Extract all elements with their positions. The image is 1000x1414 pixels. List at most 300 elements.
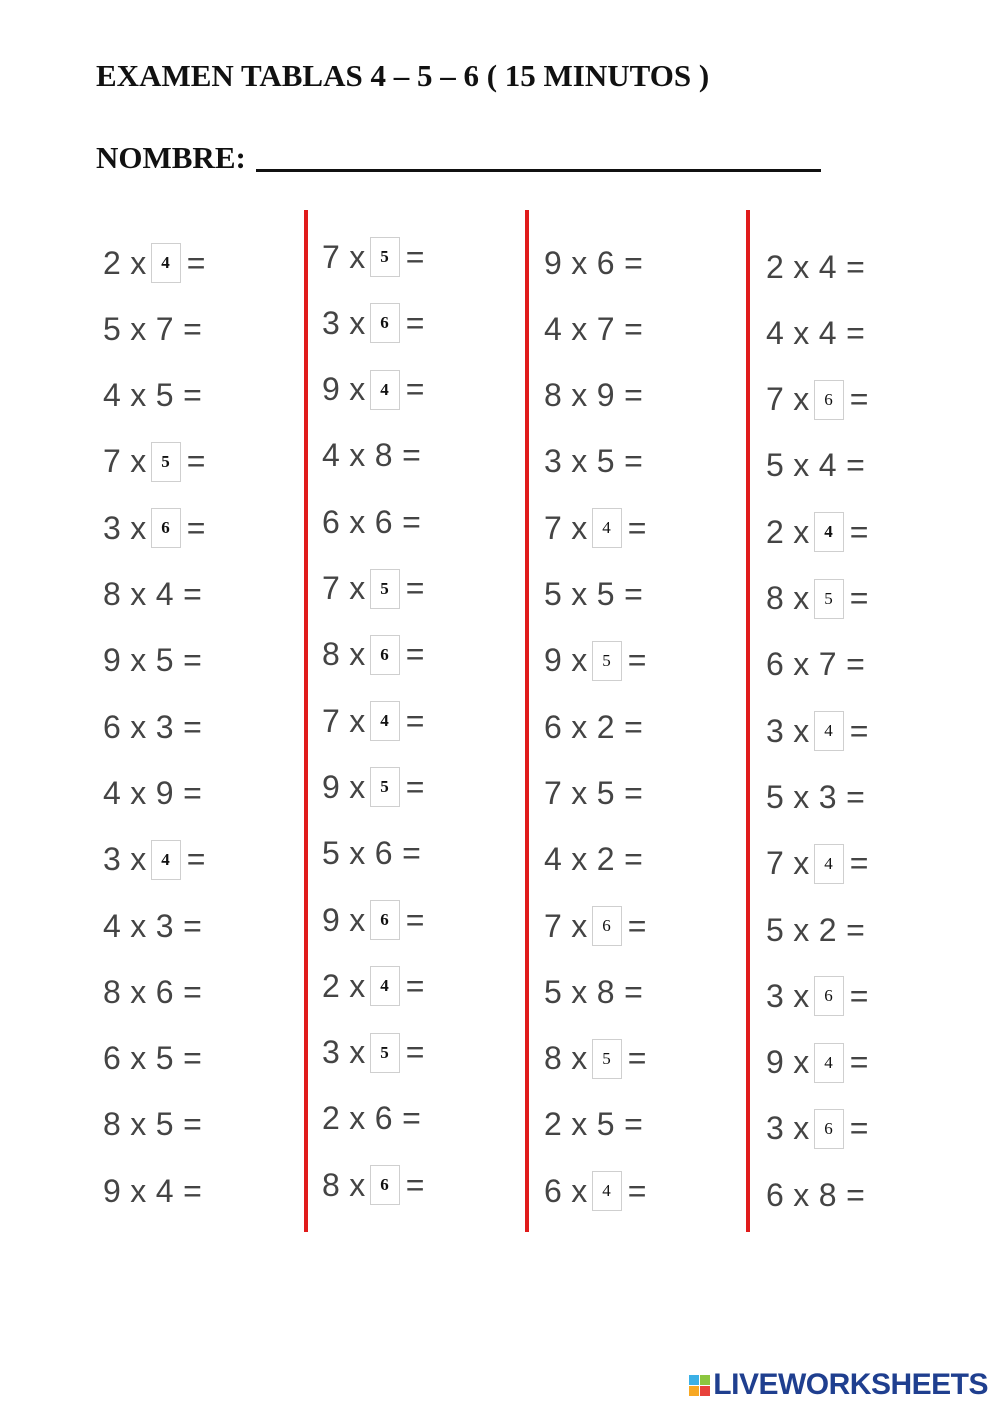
times-sign: x (571, 841, 588, 878)
equals-sign: = (186, 509, 206, 546)
multiplication-exercise (544, 702, 643, 752)
times-sign: x (349, 304, 366, 341)
multiplication-exercise (103, 1166, 202, 1216)
multiplication-exercise (322, 630, 425, 680)
equals-sign: = (846, 911, 866, 948)
equals-sign: = (186, 244, 206, 281)
factor-b: 4 (155, 1172, 175, 1209)
equals-sign: = (624, 774, 644, 811)
factor-a: 4 (544, 310, 563, 347)
factor-b-box: 4 (592, 1171, 622, 1211)
factor-b: 7 (596, 310, 616, 347)
factor-a: 4 (766, 314, 785, 351)
times-sign: x (793, 646, 810, 683)
equals-sign: = (849, 1044, 869, 1081)
multiplication-exercise (544, 768, 643, 818)
factor-a: 9 (322, 768, 341, 805)
multiplication-exercise (322, 829, 421, 879)
times-sign: x (793, 911, 810, 948)
factor-b: 9 (155, 774, 175, 811)
factor-a: 2 (544, 1106, 563, 1143)
times-sign: x (130, 576, 147, 612)
equals-sign: = (849, 1110, 869, 1147)
times-sign: x (349, 901, 366, 938)
times-sign: x (130, 1106, 147, 1143)
times-sign: x (130, 509, 147, 546)
factor-b: 6 (374, 1100, 394, 1137)
equals-sign: = (183, 377, 203, 414)
equals-sign: = (624, 1106, 644, 1143)
factor-a: 5 (322, 835, 341, 872)
factor-b-box: 4 (814, 512, 844, 552)
multiplication-exercise (103, 636, 202, 686)
equals-sign: = (186, 443, 206, 480)
times-sign: x (349, 768, 366, 805)
equals-sign: = (624, 708, 644, 745)
factor-b: 5 (596, 443, 616, 480)
times-sign: x (349, 1166, 366, 1203)
multiplication-exercise (544, 570, 643, 620)
multiplication-exercise (322, 365, 425, 415)
factor-a: 4 (103, 377, 122, 414)
name-input-line[interactable] (256, 165, 821, 172)
factor-b-box: 5 (370, 237, 400, 277)
multiplication-exercise (322, 696, 425, 746)
factor-b: 8 (596, 973, 616, 1010)
factor-b: 2 (596, 841, 616, 878)
factor-a: 8 (103, 973, 122, 1010)
factor-b-box: 4 (370, 966, 400, 1006)
factor-b: 4 (155, 576, 175, 612)
factor-a: 6 (766, 1176, 785, 1213)
multiplication-exercise (322, 762, 425, 812)
equals-sign: = (405, 636, 425, 673)
equals-sign: = (183, 1172, 203, 1209)
factor-a: 8 (103, 576, 122, 612)
equals-sign: = (405, 702, 425, 739)
factor-b-box: 6 (592, 906, 622, 946)
multiplication-exercise (544, 636, 647, 686)
factor-a: 5 (766, 911, 785, 948)
factor-b: 4 (818, 248, 838, 285)
factor-a: 6 (103, 708, 122, 745)
multiplication-exercise (766, 242, 865, 292)
equals-sign: = (627, 642, 647, 679)
factor-a: 3 (103, 841, 122, 878)
factor-a: 2 (322, 967, 341, 1004)
times-sign: x (571, 642, 588, 679)
multiplication-exercise (322, 564, 425, 614)
times-sign: x (130, 1172, 147, 1209)
times-sign: x (349, 702, 366, 739)
equals-sign: = (624, 377, 644, 414)
times-sign: x (571, 907, 588, 944)
equals-sign: = (624, 310, 644, 347)
factor-b: 3 (818, 778, 838, 815)
times-sign: x (130, 642, 147, 679)
factor-a: 6 (103, 1040, 122, 1077)
factor-a: 8 (544, 377, 563, 414)
times-sign: x (130, 708, 147, 745)
equals-sign: = (627, 1040, 647, 1077)
factor-b-box: 6 (370, 635, 400, 675)
times-sign: x (571, 1106, 588, 1143)
times-sign: x (571, 708, 588, 745)
equals-sign: = (627, 1172, 647, 1209)
factor-a: 3 (766, 712, 785, 749)
factor-a: 3 (322, 304, 341, 341)
times-sign: x (571, 774, 588, 811)
factor-a: 9 (766, 1044, 785, 1081)
equals-sign: = (849, 580, 869, 616)
factor-b: 3 (155, 708, 175, 745)
times-sign: x (571, 443, 588, 480)
multiplication-exercise (544, 238, 643, 288)
factor-a: 5 (766, 447, 785, 484)
factor-b: 5 (596, 576, 616, 612)
factor-a: 7 (544, 774, 563, 811)
factor-b: 2 (596, 708, 616, 745)
factor-a: 7 (544, 509, 563, 546)
factor-b-box: 5 (814, 579, 844, 619)
times-sign: x (349, 1034, 366, 1071)
equals-sign: = (846, 1176, 866, 1213)
multiplication-exercise (544, 437, 643, 487)
multiplication-exercise (322, 298, 425, 348)
multiplication-exercise (103, 901, 202, 951)
factor-a: 8 (322, 636, 341, 673)
factor-b: 8 (818, 1176, 838, 1213)
times-sign: x (130, 973, 147, 1010)
liveworksheets-logo (689, 1368, 988, 1402)
multiplication-exercise (103, 238, 206, 288)
times-sign: x (793, 1110, 810, 1147)
factor-a: 7 (766, 381, 785, 418)
multiplication-exercise (766, 971, 869, 1021)
factor-a: 6 (544, 1172, 563, 1209)
factor-b-box: 5 (370, 569, 400, 609)
factor-a: 7 (544, 907, 563, 944)
times-sign: x (130, 841, 147, 878)
times-sign: x (130, 774, 147, 811)
factor-b: 5 (155, 377, 175, 414)
times-sign: x (349, 835, 366, 872)
multiplication-exercise (103, 1100, 202, 1150)
factor-a: 2 (322, 1100, 341, 1137)
factor-b: 5 (596, 774, 616, 811)
multiplication-exercise (103, 570, 202, 620)
equals-sign: = (183, 1106, 203, 1143)
factor-b-box: 6 (151, 508, 181, 548)
equals-sign: = (405, 371, 425, 408)
factor-b: 5 (155, 1040, 175, 1077)
factor-a: 4 (103, 774, 122, 811)
factor-a: 6 (544, 708, 563, 745)
factor-a: 9 (103, 642, 122, 679)
factor-a: 6 (766, 646, 785, 683)
times-sign: x (571, 973, 588, 1010)
times-sign: x (130, 377, 147, 414)
equals-sign: = (183, 1040, 203, 1077)
factor-a: 5 (766, 778, 785, 815)
times-sign: x (571, 1040, 588, 1077)
equals-sign: = (846, 248, 866, 285)
equals-sign: = (405, 967, 425, 1004)
multiplication-exercise (103, 1034, 202, 1084)
factor-a: 9 (544, 642, 563, 679)
equals-sign: = (405, 1166, 425, 1203)
factor-a: 2 (766, 248, 785, 285)
factor-b: 5 (155, 642, 175, 679)
times-sign: x (793, 1176, 810, 1213)
multiplication-exercise (766, 507, 869, 557)
multiplication-exercise (103, 503, 206, 553)
multiplication-exercise (322, 497, 421, 547)
factor-b-box: 4 (151, 840, 181, 880)
multiplication-exercise (544, 835, 643, 885)
times-sign: x (349, 570, 366, 606)
multiplication-exercise (766, 308, 865, 358)
column-divider (746, 210, 750, 1232)
multiplication-exercise (766, 839, 869, 889)
factor-a: 4 (544, 841, 563, 878)
factor-b-box: 5 (592, 1039, 622, 1079)
times-sign: x (130, 1040, 147, 1077)
equals-sign: = (186, 841, 206, 878)
equals-sign: = (402, 835, 422, 872)
equals-sign: = (849, 513, 869, 550)
times-sign: x (793, 513, 810, 550)
equals-sign: = (402, 503, 422, 540)
equals-sign: = (405, 304, 425, 341)
factor-a: 5 (544, 973, 563, 1010)
times-sign: x (349, 238, 366, 275)
factor-a: 3 (544, 443, 563, 480)
liveworksheets-logo-icon (689, 1375, 710, 1396)
multiplication-exercise (322, 1028, 425, 1078)
factor-b-box: 4 (592, 508, 622, 548)
equals-sign: = (849, 845, 869, 882)
factor-a: 2 (103, 244, 122, 281)
times-sign: x (571, 1172, 588, 1209)
factor-a: 7 (103, 443, 122, 480)
times-sign: x (793, 1044, 810, 1081)
factor-a: 9 (544, 244, 563, 281)
times-sign: x (571, 377, 588, 414)
multiplication-exercise (544, 503, 647, 553)
factor-b-box: 5 (151, 442, 181, 482)
multiplication-exercise (766, 574, 869, 624)
factor-a: 9 (322, 371, 341, 408)
equals-sign: = (846, 314, 866, 351)
factor-b-box: 6 (370, 303, 400, 343)
factor-a: 7 (766, 845, 785, 882)
equals-sign: = (846, 646, 866, 683)
multiplication-exercise (322, 961, 425, 1011)
multiplication-exercise (544, 967, 643, 1017)
equals-sign: = (849, 977, 869, 1014)
times-sign: x (349, 437, 366, 474)
factor-b: 2 (818, 911, 838, 948)
equals-sign: = (405, 1034, 425, 1071)
equals-sign: = (405, 901, 425, 938)
multiplication-exercise (544, 371, 643, 421)
multiplication-exercise (103, 768, 202, 818)
equals-sign: = (183, 576, 203, 612)
factor-b: 7 (155, 310, 175, 347)
factor-a: 3 (103, 509, 122, 546)
factor-a: 6 (322, 503, 341, 540)
multiplication-exercise (766, 1170, 865, 1220)
multiplication-exercise (103, 835, 206, 885)
multiplication-exercise (766, 1038, 869, 1088)
equals-sign: = (624, 841, 644, 878)
multiplication-exercise (766, 640, 865, 690)
factor-b-box: 4 (370, 701, 400, 741)
equals-sign: = (624, 244, 644, 281)
times-sign: x (130, 310, 147, 347)
equals-sign: = (183, 907, 203, 944)
factor-b: 6 (596, 244, 616, 281)
factor-b-box: 4 (151, 243, 181, 283)
factor-b-box: 5 (592, 641, 622, 681)
multiplication-exercise (103, 371, 202, 421)
times-sign: x (793, 580, 810, 616)
times-sign: x (130, 244, 147, 281)
equals-sign: = (405, 238, 425, 275)
multiplication-exercise (766, 706, 869, 756)
factor-b-box: 5 (370, 1033, 400, 1073)
factor-b-box: 6 (814, 976, 844, 1016)
factor-a: 8 (322, 1166, 341, 1203)
times-sign: x (130, 907, 147, 944)
equals-sign: = (405, 570, 425, 606)
factor-a: 7 (322, 570, 341, 606)
factor-a: 4 (103, 907, 122, 944)
multiplication-exercise (766, 375, 869, 425)
factor-b: 5 (155, 1106, 175, 1143)
factor-b-box: 6 (814, 380, 844, 420)
factor-a: 7 (322, 238, 341, 275)
equals-sign: = (849, 712, 869, 749)
factor-b-box: 6 (370, 900, 400, 940)
times-sign: x (793, 712, 810, 749)
times-sign: x (349, 1100, 366, 1137)
factor-b: 4 (818, 314, 838, 351)
times-sign: x (349, 503, 366, 540)
multiplication-exercise (322, 1094, 421, 1144)
multiplication-exercise (766, 441, 865, 491)
multiplication-exercise (322, 895, 425, 945)
equals-sign: = (627, 509, 647, 546)
equals-sign: = (624, 973, 644, 1010)
column-divider (304, 210, 308, 1232)
factor-b: 8 (374, 437, 394, 474)
multiplication-exercise (322, 232, 425, 282)
factor-a: 7 (322, 702, 341, 739)
equals-sign: = (624, 443, 644, 480)
factor-a: 5 (544, 576, 563, 612)
equals-sign: = (402, 437, 422, 474)
multiplication-exercise (103, 437, 206, 487)
multiplication-exercise (103, 967, 202, 1017)
name-row (96, 140, 821, 176)
factor-a: 9 (322, 901, 341, 938)
equals-sign: = (846, 778, 866, 815)
name-label: NOMBRE: (96, 140, 246, 175)
multiplication-exercise (766, 905, 865, 955)
times-sign: x (571, 509, 588, 546)
factor-b-box: 6 (814, 1109, 844, 1149)
multiplication-exercise (544, 1166, 647, 1216)
factor-b-box: 5 (370, 767, 400, 807)
factor-b-box: 4 (814, 844, 844, 884)
factor-b-box: 4 (814, 711, 844, 751)
equals-sign: = (627, 907, 647, 944)
multiplication-exercise (766, 772, 865, 822)
times-sign: x (793, 845, 810, 882)
times-sign: x (793, 248, 810, 285)
factor-b: 3 (155, 907, 175, 944)
multiplication-exercise (103, 304, 202, 354)
exam-title: EXAMEN TABLAS 4 – 5 – 6 ( 15 MINUTOS ) (96, 58, 710, 93)
factor-b-box: 4 (370, 370, 400, 410)
times-sign: x (571, 244, 588, 281)
equals-sign: = (624, 576, 644, 612)
multiplication-exercise (766, 1104, 869, 1154)
factor-b-box: 6 (370, 1165, 400, 1205)
factor-a: 5 (103, 310, 122, 347)
times-sign: x (793, 381, 810, 418)
times-sign: x (571, 576, 588, 612)
factor-a: 8 (766, 580, 785, 616)
times-sign: x (130, 443, 147, 480)
factor-a: 3 (766, 1110, 785, 1147)
times-sign: x (349, 967, 366, 1004)
equals-sign: = (183, 642, 203, 679)
factor-b-box: 4 (814, 1043, 844, 1083)
factor-b: 4 (818, 447, 838, 484)
equals-sign: = (405, 768, 425, 805)
column-divider (525, 210, 529, 1232)
factor-a: 9 (103, 1172, 122, 1209)
factor-b: 6 (374, 503, 394, 540)
times-sign: x (571, 310, 588, 347)
factor-a: 3 (766, 977, 785, 1014)
factor-b: 5 (596, 1106, 616, 1143)
times-sign: x (793, 314, 810, 351)
factor-a: 8 (544, 1040, 563, 1077)
multiplication-exercise (322, 431, 421, 481)
liveworksheets-logo-text: LIVEWORKSHEETS (713, 1368, 988, 1401)
factor-b: 7 (818, 646, 838, 683)
equals-sign: = (183, 774, 203, 811)
multiplication-exercise (544, 1034, 647, 1084)
equals-sign: = (402, 1100, 422, 1137)
times-sign: x (349, 371, 366, 408)
multiplication-exercise (544, 1100, 643, 1150)
times-sign: x (793, 778, 810, 815)
equals-sign: = (183, 708, 203, 745)
factor-a: 3 (322, 1034, 341, 1071)
times-sign: x (793, 977, 810, 1014)
multiplication-exercise (544, 304, 643, 354)
multiplication-exercise (544, 901, 647, 951)
factor-b: 6 (374, 835, 394, 872)
equals-sign: = (183, 310, 203, 347)
equals-sign: = (849, 381, 869, 418)
multiplication-exercise (103, 702, 202, 752)
